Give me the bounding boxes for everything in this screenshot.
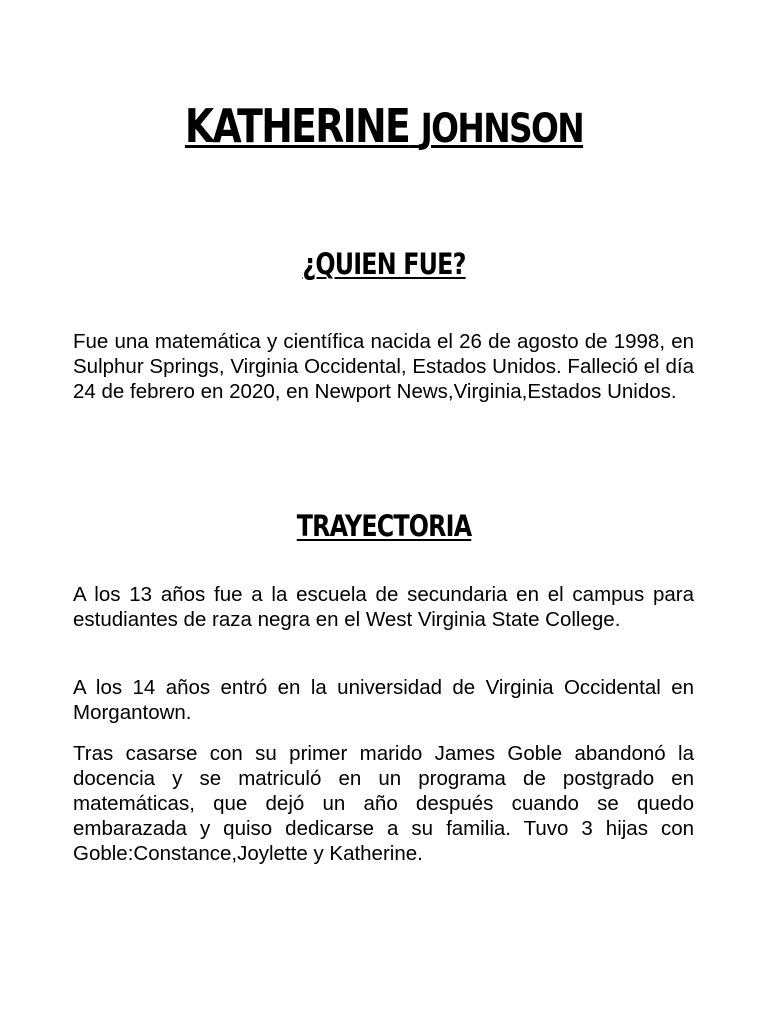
paragraph-secondary-school: A los 13 años fue a la escuela de secundaria en el campus para estudiantes de raza negra en el West Virginia State College.: [73, 583, 694, 631]
document-title: [69, 96, 699, 159]
paragraph-university: A los 14 años entró en la universidad de Virginia Occidental en Morgantown.: [73, 676, 694, 724]
section-heading-quien-fue: ¿QUIEN FUE?: [302, 247, 466, 281]
paragraph-biography: Fue una matemática y científica nacida el 26 de agosto de 1998, en Sulphur Springs, Virginia Occidental, Estados Unidos. Falleció el día 24 de febrero en 2020, en Newport News,Virginia,Estados Unidos.: [73, 330, 694, 403]
paragraph-marriage-career: Tras casarse con su primer marido James Goble abandonó la docencia y se matriculó en un programa de postgrado en matemáticas, que dejó un año después cuando se quedo embarazada y quiso dedicarse a su familia. Tuvo 3 hijas con Goble:Constance,Joylette y Katherine.: [73, 742, 694, 865]
title-last-name: JOHNSON: [420, 106, 584, 152]
title-first-name: KATHERINE: [184, 99, 410, 153]
section-heading-trayectoria: TRAYECTORIA: [296, 509, 472, 543]
